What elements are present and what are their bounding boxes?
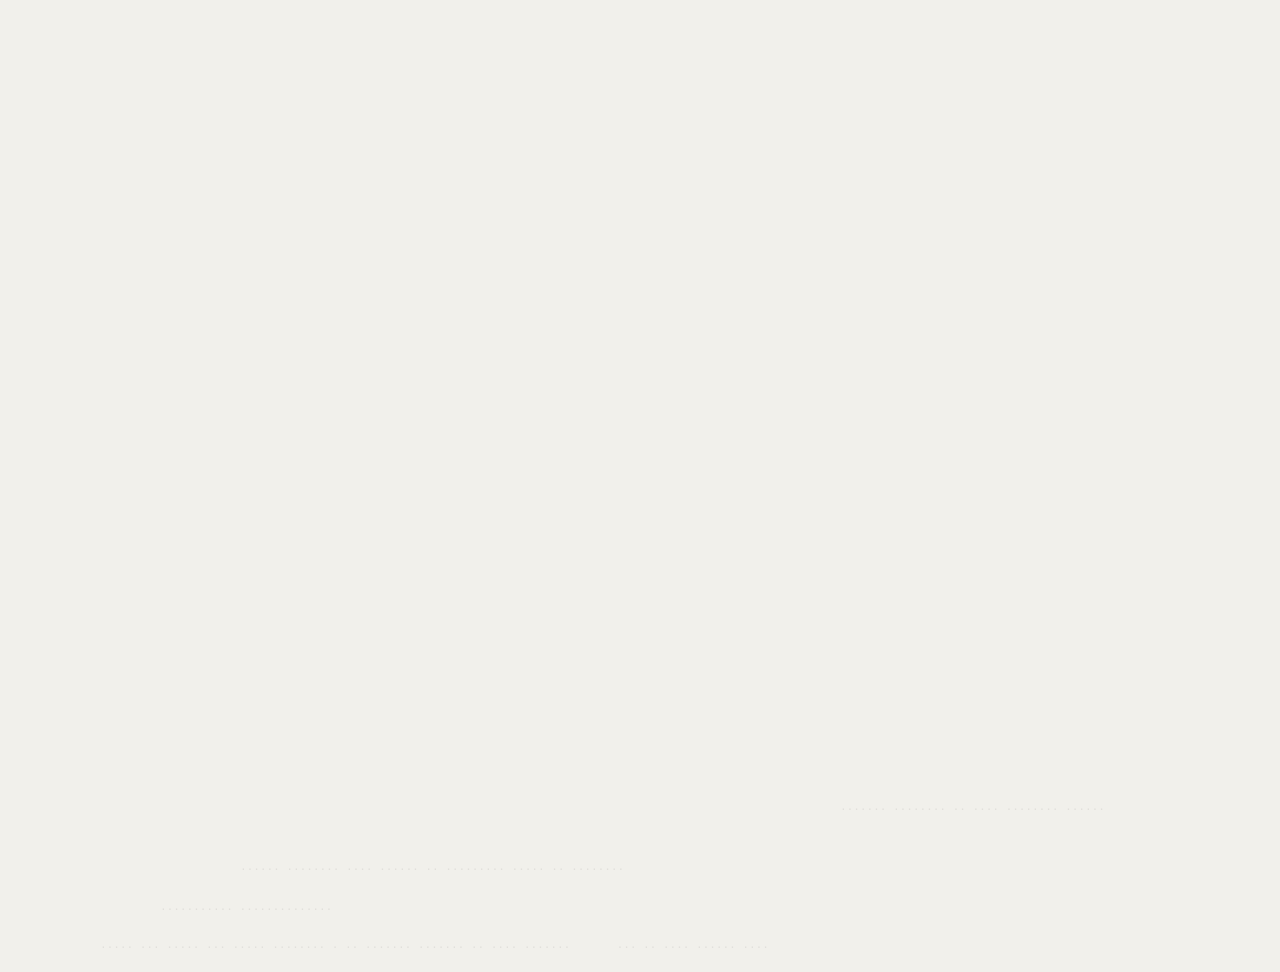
bleed-through: .............. ........... — [160, 900, 333, 913]
bleed-through: ...... ........ .... .. ........ ....... — [840, 800, 1105, 813]
bleed-through: ........ .. ..... ......... .. ...... .... ........ ...... — [240, 860, 625, 873]
bleed-through: .... ...... .... .. ... ....... .... .. ....... ....... .. . ........ ..... ... ..... ... ..... — [100, 938, 769, 951]
